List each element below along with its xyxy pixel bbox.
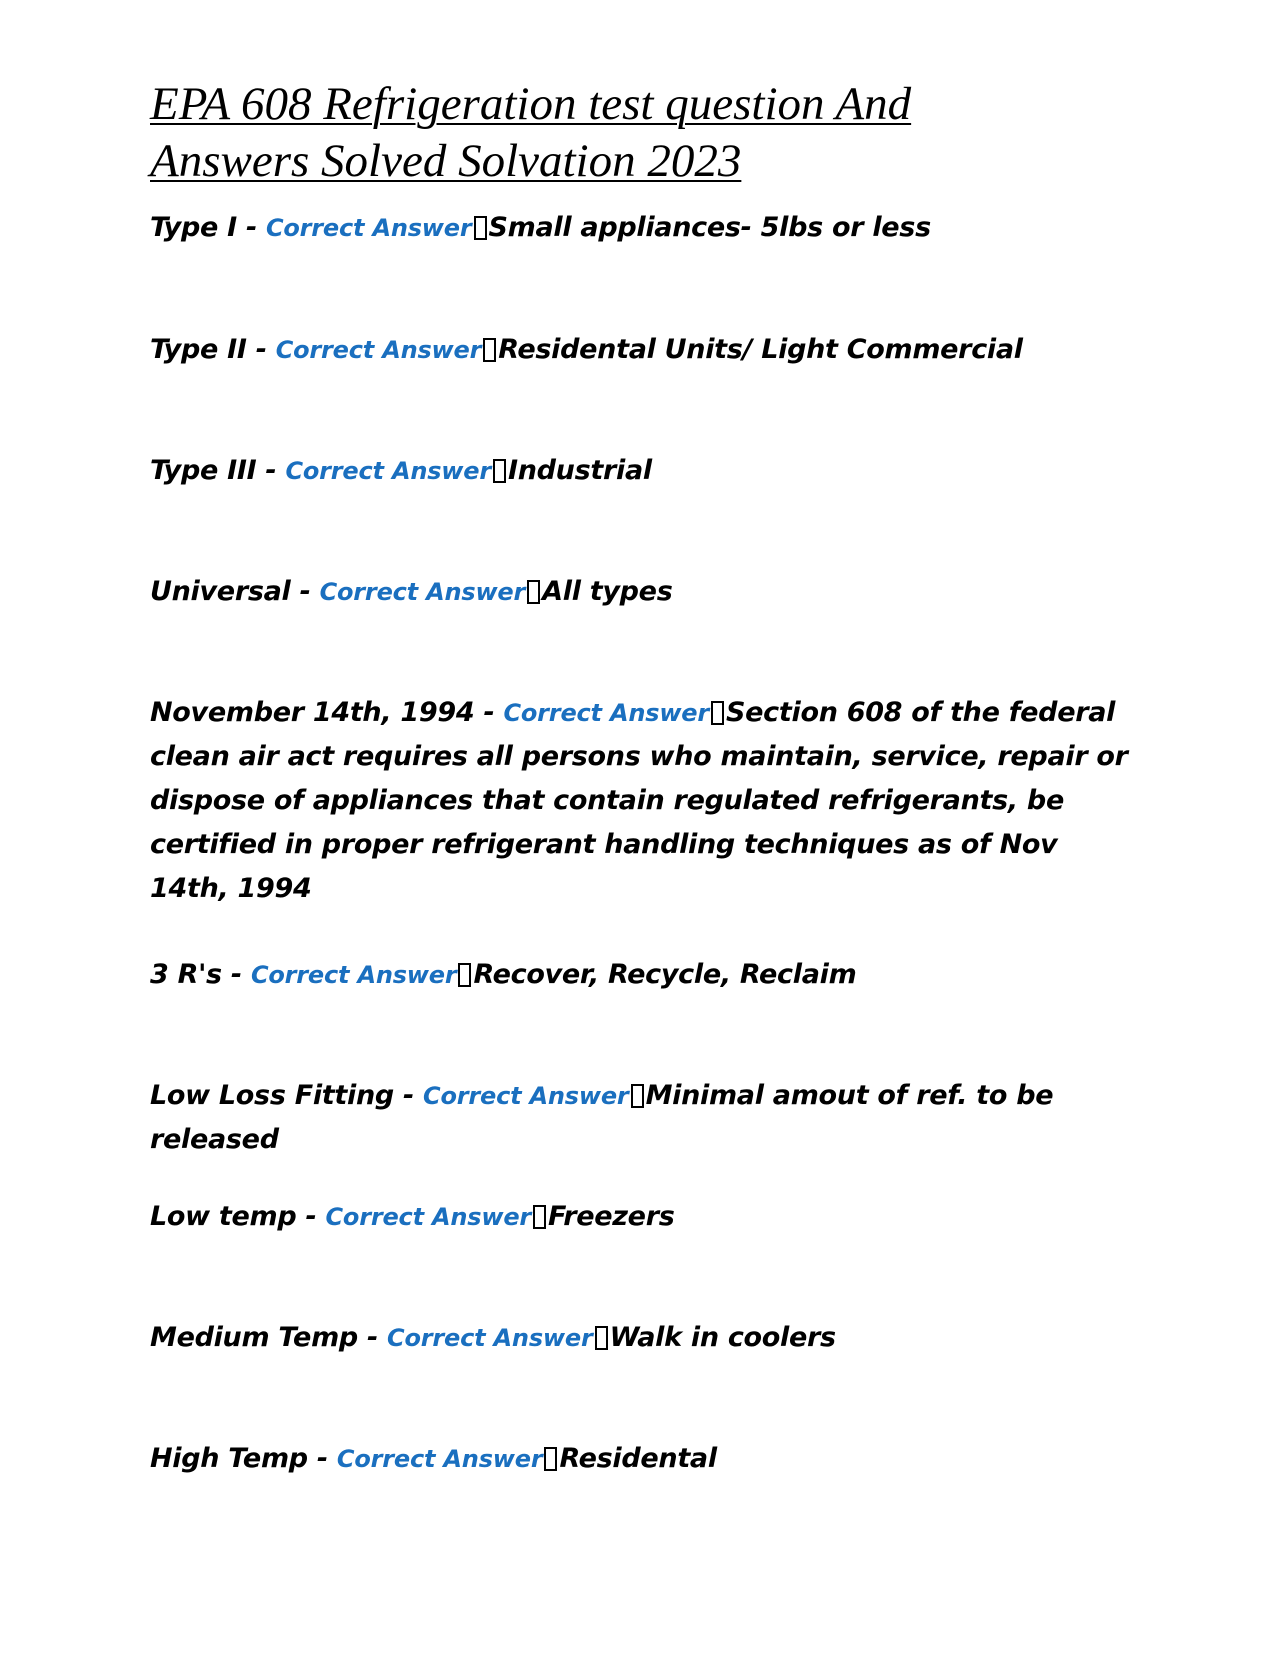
- qa-separator: -: [221, 959, 251, 990]
- qa-term: Type II: [150, 334, 247, 365]
- missing-glyph-icon: [711, 701, 724, 725]
- qa-separator: -: [290, 576, 320, 607]
- qa-separator: -: [246, 334, 276, 365]
- qa-answer: Residental Units/ Light Commercial: [498, 334, 1023, 365]
- qa-term: Low temp: [150, 1201, 297, 1232]
- qa-item: [150, 570, 1135, 614]
- qa-answer: Freezers: [548, 1201, 675, 1232]
- correct-answer-label: Correct Answer: [325, 1203, 532, 1231]
- qa-separator: -: [474, 697, 504, 728]
- correct-answer-label: Correct Answer: [423, 1082, 629, 1110]
- correct-answer-label: Correct Answer: [503, 699, 710, 727]
- missing-glyph-icon: [595, 1326, 608, 1350]
- qa-answer: Recover, Recycle, Reclaim: [473, 959, 857, 990]
- missing-glyph-icon: [474, 216, 487, 240]
- title-line-2: Answers Solved Solvation 2023: [150, 135, 742, 187]
- correct-answer-label: Correct Answer: [250, 961, 457, 989]
- qa-answer: Residental: [559, 1443, 717, 1474]
- qa-term: 3 R's: [150, 959, 222, 990]
- qa-answer: Industrial: [507, 455, 652, 486]
- qa-item: [150, 206, 1135, 250]
- qa-item: [150, 449, 1135, 493]
- qa-answer: Minimal amout of ref. to be released: [150, 1080, 1054, 1155]
- qa-term: Type I: [150, 212, 237, 243]
- qa-term: Medium Temp: [150, 1322, 358, 1353]
- missing-glyph-icon: [493, 459, 506, 483]
- qa-separator: -: [393, 1080, 424, 1111]
- missing-glyph-icon: [544, 1447, 557, 1471]
- qa-answer: All types: [542, 576, 673, 607]
- qa-item: [150, 953, 1135, 997]
- correct-answer-label: Correct Answer: [319, 578, 526, 606]
- qa-term: Universal: [150, 576, 291, 607]
- qa-item: [150, 1074, 1135, 1162]
- missing-glyph-icon: [533, 1205, 546, 1229]
- qa-separator: -: [357, 1322, 388, 1353]
- missing-glyph-icon: [527, 580, 540, 604]
- qa-item: [150, 1316, 1135, 1360]
- correct-answer-label: Correct Answer: [336, 1445, 543, 1473]
- qa-item: [150, 691, 1135, 911]
- qa-answer: Small appliances- 5lbs or less: [488, 212, 931, 243]
- qa-answer: Section 608 of the federal clean air act requires all persons who maintain, service, repair or dispose of appliances that contain regulated refrigerants, be certified in proper refrigerant handling techniques as of Nov 14th, 1994: [150, 697, 1128, 904]
- missing-glyph-icon: [458, 963, 471, 987]
- qa-item: [150, 328, 1135, 372]
- qa-answer: Walk in coolers: [609, 1322, 836, 1353]
- qa-term: High Temp: [150, 1443, 308, 1474]
- correct-answer-label: Correct Answer: [387, 1324, 593, 1352]
- qa-separator: -: [256, 455, 286, 486]
- qa-separator: -: [307, 1443, 337, 1474]
- missing-glyph-icon: [631, 1084, 644, 1108]
- document-title: [150, 76, 1150, 190]
- qa-item: [150, 1195, 1135, 1239]
- qa-term: Type III: [150, 455, 257, 486]
- correct-answer-label: Correct Answer: [265, 214, 472, 242]
- missing-glyph-icon: [483, 338, 496, 362]
- correct-answer-label: Correct Answer: [285, 457, 491, 485]
- qa-term: November 14th, 1994: [150, 697, 475, 728]
- qa-item: [150, 1437, 1135, 1481]
- correct-answer-label: Correct Answer: [275, 336, 482, 364]
- title-line-1: EPA 608 Refrigeration test question And: [150, 78, 912, 130]
- qa-term: Low Loss Fitting: [150, 1080, 394, 1111]
- qa-separator: -: [296, 1201, 326, 1232]
- qa-separator: -: [236, 212, 266, 243]
